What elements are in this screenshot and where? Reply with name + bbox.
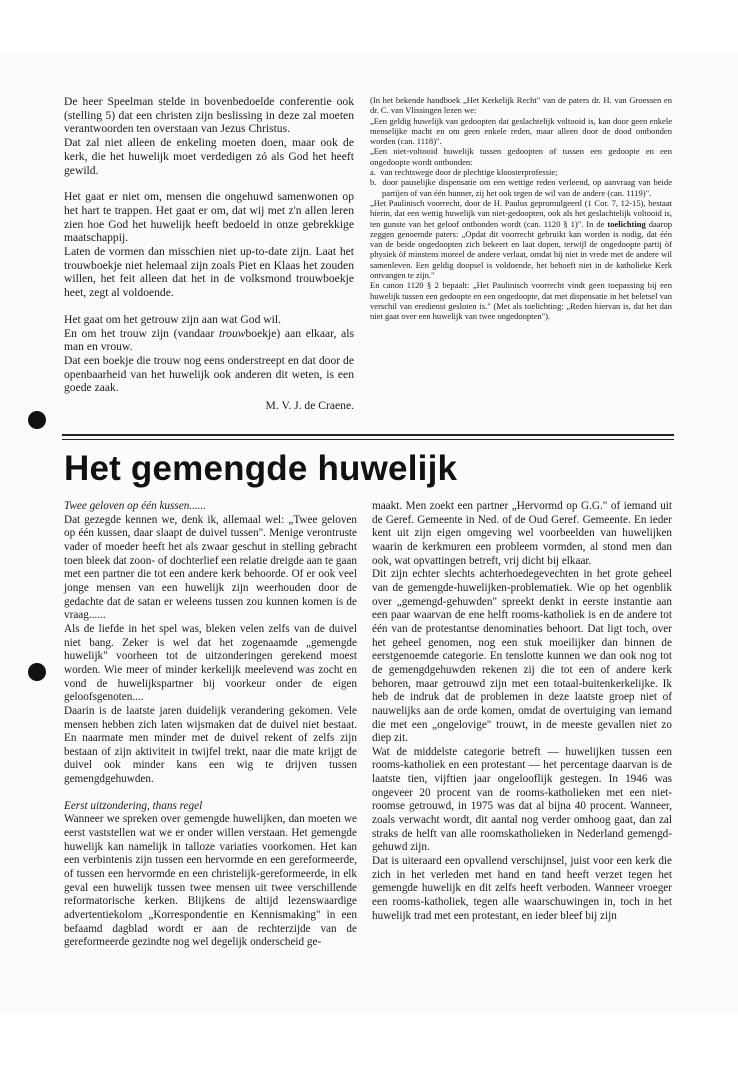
quote-paragraph: En canon 1120 § 2 bepaalt: „Het Paulinisch voorrecht vindt geen toepassing bij een huwelijk tussen een gedoopte en een ongedoopte, dat met dispensatie in het beletsel van verschil van eredienst gesloten is." (Met als toelichting: „Reden hiervan is, dat het dan niet gaat over een huwelijk van twee ongedoopten").: [370, 280, 672, 322]
quote-paragraph: „Het Paulinisch voorrecht, door de H. Paulus gepromulgeerd (1 Cor. 7, 12-15), bestaat hierin, dat een wettig huwelijk van niet-gedoopten, ook als het geslachtelijk voltooid is, ten gunste van het geloof ontbonden wordt (can. 1120 § 1)". In de toelichting daarop zeggen genoemde paters: „Opdat dit voorrecht gebruikt kan worden is nodig, dat één van de beide ongedoopten zich bekeert en laat dopen, terwijl de ongedoopte partij òf physiek òf minstens moreel de andere verlaat, omdat hij niet in vrede met de andere wil samenleven. Een geldig doopsel is voldoende, het behoeft niet in de katholieke Kerk ontvangen te zijn.": [370, 197, 672, 281]
paragraph: Dit zijn echter slechts achterhoedegevechten in het grote geheel van de gemengde-huwelijken-problematiek. Wie op het ogenblik over „gemengd-gehuwden" spreekt denkt in eerste instantie aan een paar waarvan de ene helft rooms-katholiek is en de andere tot één van de protestantse denominaties behoort. Dat ligt toch, over het geheel genomen, nog een stuk moeilijker dan binnen de eerstgenoemde categorie. En tenslotte kunnen we dan ook nog tot de gemengdgehuwden rekenen zij die tot een of andere kerk behoren, maar getrouwd zijn met een totaal-buitenkerkelijke. Ik heb de indruk dat de problemen in deze laatste groep niet of nauwelijks aan de orde komen, omdat de overtuiging van iemand die met een „ongelovige" trouwt, in de meeste gevallen niet zo diep zit.: [372, 568, 672, 745]
article-column-left: [64, 500, 357, 950]
paragraph: Laten de vormen dan misschien niet up-to-date zijn. Laat het trouwboekje niet helemaal zijn zoals Piet en Klaas het zouden willen, het feit alleen dat het in de volksmond trouwboekje heet, zegt al voldoende.: [64, 245, 354, 300]
quote-list-item: a. van rechtswege door de plechtige kloosterprofessie;: [370, 167, 558, 178]
paragraph: Wanneer we spreken over gemengde huwelijken, dan moeten we eerst vaststellen wat we er onder willen verstaan. Het gemengde huwelijk kan namelijk in talloze variaties voorkomen. Het kan een verbintenis zijn tussen een hervormde en een gereformeerde, of tussen een hervormde en een christelijk-gereformeerde, in elk geval een huwelijk tussen twee mensen uit twee verschillende reformatorische kerken. Blijkens de altijd lezenswaardige advertentiekolom „Korrespondentie en Kennismaking" in een befaamd dagblad wordt er aan de rechterzijde van de gereformeerde gezindte nog wel degelijk onderscheid ge-: [64, 813, 357, 949]
section-subheading: Eerst uitzondering, thans regel: [64, 799, 203, 812]
paragraph: Dat is uiteraard een opvallend verschijnsel, juist voor een kerk die zich in het verleden met hand en tand heeft verzet tegen het gemengde huwelijk en dit zelfs heeft verboden. Wanneer vroeger een rooms-katholiek, tegen alle waarschuwingen in, toch in het huwelijk trad met een protestant, en ieder bleef bij zijn: [372, 855, 672, 922]
paragraph: Dat gezegde kennen we, denk ik, allemaal wel: „Twee geloven op één kussen, daar slaapt de duivel tussen". Menige verontruste vader of moeder heeft het als zwaar geschut in stelling gebracht toen bleek dat zoon- of dochterlief een relatie dreigde aan te gaan met een partner die tot een andere kerk behoorde. Of er ook veel jonge mensen van een huwelijk zijn weerhouden door de gedachte dat de satan er weleens tussen zou kunnen komen is de vraag......: [64, 513, 357, 622]
binder-hole: [28, 663, 46, 681]
paragraph: Als de liefde in het spel was, bleken velen zelfs van de duivel niet bang. Zeker is wel dat het zogenaamde „gemengde huwelijk" voorheen tot de uitzonderingen gerekend moest worden. Wie meer of minder kerkelijk meelevend was zocht en vond de huwelijkspartner bij voorkeur onder de eigen geloofsgenoten....: [64, 622, 357, 704]
paragraph: Het gaat er niet om, mensen die ongehuwd samenwonen op het hart te trappen. Het gaat er om, dat wij met z'n allen leren zien hoe God het huwelijk heeft bedoeld in onze gebrekkige maatschappij.: [64, 190, 354, 245]
paragraph: De heer Speelman stelde in bovenbedoelde conferentie ook (stelling 5) dat een christen zijn beslissing in deze zal moeten verantwoorden ten overstaan van Jezus Christus.: [64, 95, 354, 136]
paragraph: maakt. Men zoekt een partner „Hervormd op G.G." of iemand uit de Geref. Gemeente in Ned. of de Oud Geref. Gemeente. En ieder kent uit zijn eigen omgeving wel voorbeelden van huwelijken waarin de kerkmuren een probleem vormden, al stond men dan ook, wat opvattingen betreft, vrij dicht bij elkaar.: [372, 500, 672, 567]
article-headline: Het gemengde huwelijk: [64, 449, 458, 488]
article-column-right: [372, 500, 672, 923]
quote-paragraph: „Een geldig huwelijk van gedoopten dat geslachtelijk voltooid is, kan door geen enkele menselijke macht en om geen enkele reden, maar alleen door de dood ontbonden worden (can. 1118)".: [370, 115, 672, 147]
binder-hole: [28, 411, 46, 429]
paragraph: En om het trouw zijn (vandaar trouwboekje) aan elkaar, als man en vrouw.: [64, 326, 354, 354]
section-divider: [62, 434, 674, 436]
paragraph: Daarin is de laatste jaren duidelijk verandering gekomen. Vele mensen hebben zich laten wijsmaken dat de duivel niet bestaat. En naarmate men minder met de duivel rekent of zelfs zijn bestaan of zijn aktiviteit in twijfel trekt, naar die mate krijgt de duivel ook minder kans een wig te drijven tussen gemengdgehuwden.: [64, 704, 357, 786]
quote-list-item: b. door pauselijke dispensatie om een wettige reden verleend, op aanvraag van beide partijen of van één hunner, zij het ook tegen de wil van de andere (can. 1119)".: [370, 177, 672, 198]
closing-article-column: [64, 95, 354, 413]
section-subheading: Twee geloven op één kussen......: [64, 500, 207, 512]
paragraph: Wat de middelste categorie betreft — huwelijken tussen een rooms-katholiek en een protestant — het percentage daarvan is de laatste tien, vijftien jaar ongelooflijk gestegen. In 1946 was ongeveer 20 procent van de rooms-katholieken met een niet-roomse getrouwd, in 1975 was dat al bijna 40 procent. Wanneer, zoals verwacht wordt, dit aantal nog verder omhoog gaat, dan zal straks de helft van alle roomskatholieken in Nederland gemengd-gehuwd zijn.: [372, 745, 672, 854]
paragraph: Dat een boekje die trouw nog eens onderstreept en dat door de openbaarheid van het huwelijk ook anderen dit weten, is een goede zaak.: [64, 353, 354, 395]
paragraph: Het gaat om het getrouw zijn aan wat God wil.: [64, 312, 281, 326]
quote-paragraph: „Een niet-voltooid huwelijk tussen gedoopten of tussen een gedoopte en een ongedoopte wordt ontbonden:: [370, 146, 672, 167]
author-signature: M. V. J. de Craene.: [265, 399, 354, 413]
paragraph: Dat zal niet alleen de enkeling moeten doen, maar ook de kerk, die het huwelijk moet verdedigen zó als God het heeft gewild.: [64, 136, 354, 177]
canon-law-quote-column: [370, 95, 672, 322]
section-divider: [62, 439, 674, 440]
quote-paragraph: (In het bekende handboek „Het Kerkelijk Recht" van de paters dr. H. van Groessen en dr. C. van Vlissingen lezen we:: [370, 95, 672, 116]
